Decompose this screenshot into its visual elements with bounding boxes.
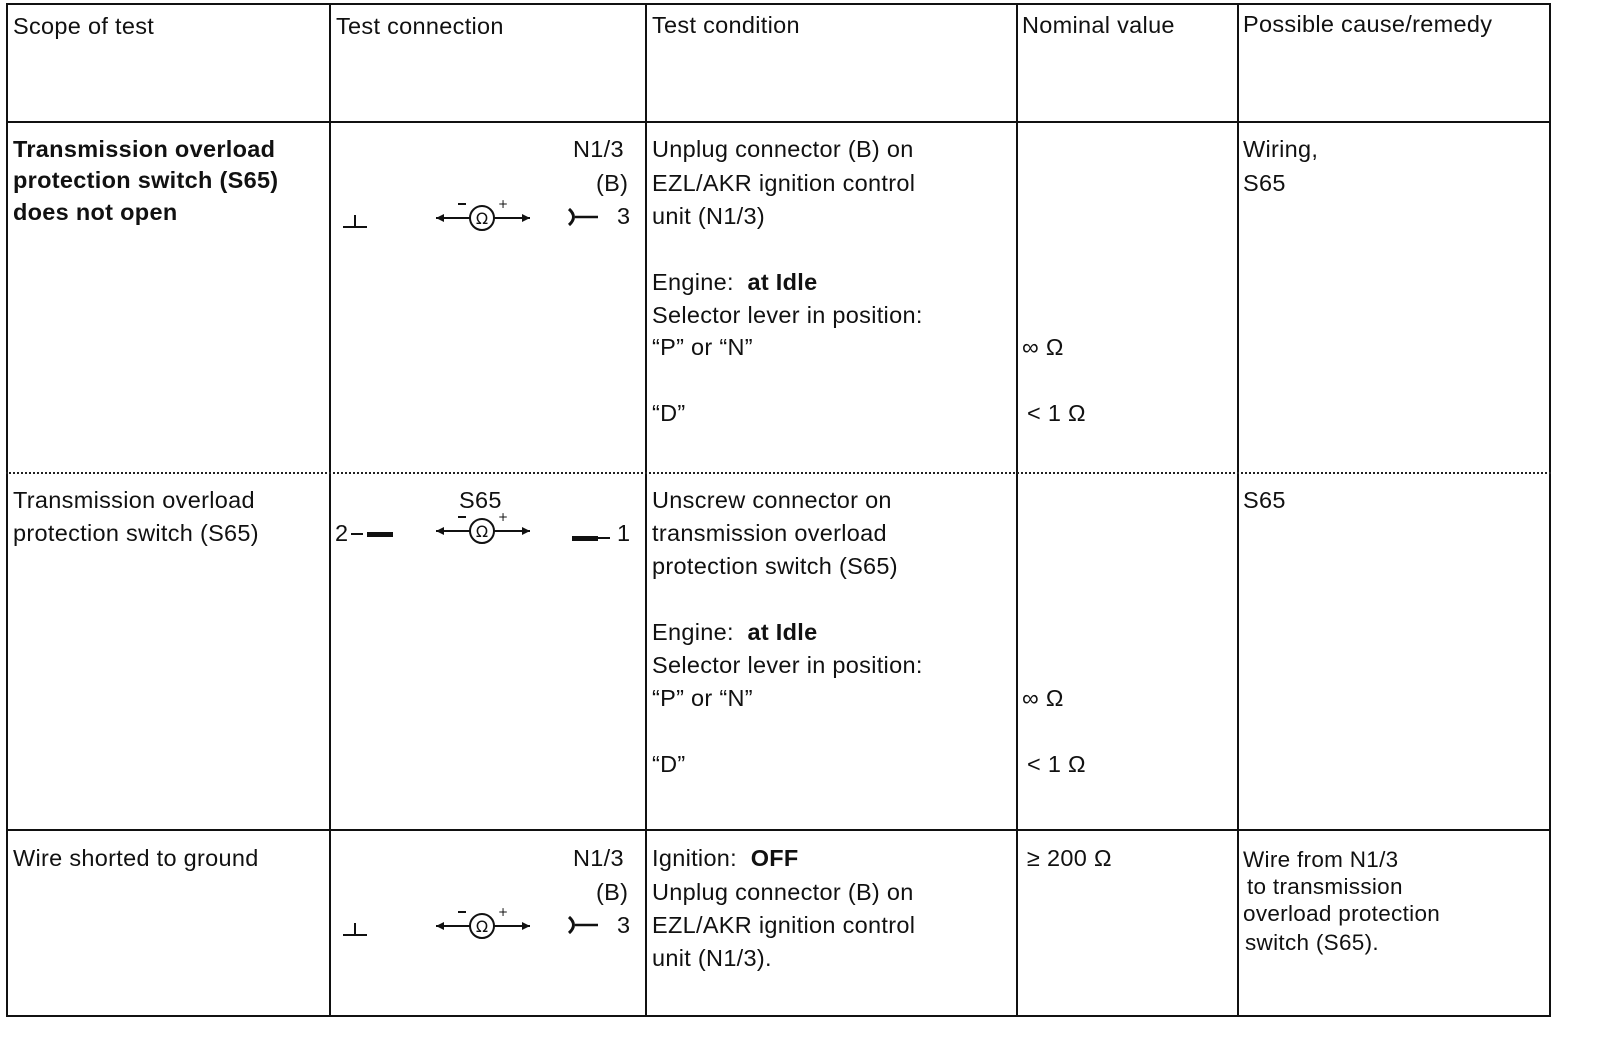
- header-nominal: Nominal value: [1022, 12, 1175, 38]
- selector-line: Selector lever in position:: [652, 302, 923, 328]
- nominal-value: ∞ Ω: [1022, 334, 1064, 360]
- engine-label: Engine:: [652, 619, 734, 645]
- column-divider: [1237, 3, 1239, 1017]
- condition-line: transmission overload: [652, 520, 887, 546]
- engine-line: [652, 616, 818, 649]
- condition-line: Unscrew connector on: [652, 487, 892, 513]
- ignition-line: [652, 842, 799, 875]
- svg-text:Ω: Ω: [475, 209, 489, 228]
- scope-line: Wire shorted to ground: [13, 845, 259, 871]
- cause-line: overload protection: [1243, 901, 1441, 926]
- ohmmeter-icon: [434, 196, 534, 236]
- condition-line: unit (N1/3).: [652, 945, 772, 971]
- engine-value: at Idle: [747, 269, 818, 295]
- cause-line: S65: [1243, 487, 1286, 513]
- pin-number: 1: [617, 520, 631, 546]
- ignition-label: Ignition:: [652, 845, 738, 871]
- column-divider: [645, 3, 647, 1017]
- scope-line: Transmission overload: [13, 487, 255, 513]
- ignition-value: OFF: [750, 845, 799, 871]
- ground-icon: [343, 214, 367, 228]
- nominal-value: < 1 Ω: [1027, 751, 1086, 777]
- connector-socket-icon: [566, 911, 604, 939]
- pin-number: 2: [335, 520, 349, 546]
- condition-line: Unplug connector (B) on: [652, 879, 914, 905]
- pin-icon: [598, 537, 610, 539]
- engine-value: at Idle: [747, 619, 818, 645]
- cause-line: Wire from N1/3: [1243, 847, 1399, 872]
- nominal-value: ≥ 200 Ω: [1027, 845, 1112, 871]
- svg-text:+: +: [498, 197, 509, 211]
- pin-icon: [351, 533, 363, 535]
- position-line: “D”: [652, 400, 686, 426]
- selector-line: Selector lever in position:: [652, 652, 923, 678]
- condition-line: EZL/AKR ignition control: [652, 170, 916, 196]
- condition-line: Unplug connector (B) on: [652, 136, 914, 162]
- pin-icon: [367, 532, 393, 537]
- position-line: “P” or “N”: [652, 334, 753, 360]
- pin-number: 3: [617, 912, 631, 938]
- ohmmeter-icon: [434, 509, 534, 549]
- condition-line: unit (N1/3): [652, 203, 766, 229]
- cause-line: to transmission: [1247, 874, 1403, 899]
- position-line: “P” or “N”: [652, 685, 753, 711]
- connector-label: (B): [596, 170, 629, 196]
- header-connection: Test connection: [336, 13, 504, 39]
- column-divider: [329, 3, 331, 1017]
- connector-label: (B): [596, 879, 629, 905]
- ohmmeter-icon: [434, 904, 534, 944]
- column-divider: [1016, 3, 1018, 1017]
- condition-line: EZL/AKR ignition control: [652, 912, 916, 938]
- svg-text:Ω: Ω: [475, 522, 489, 541]
- component-label: N1/3: [573, 136, 624, 162]
- svg-text:+: +: [498, 510, 509, 524]
- cause-line: Wiring,: [1243, 136, 1319, 162]
- engine-line: [652, 266, 818, 299]
- row-divider-dotted: [6, 472, 1551, 474]
- cause-line: switch (S65).: [1245, 930, 1379, 955]
- row-divider: [6, 829, 1551, 831]
- scope-line: Transmission overload: [13, 136, 276, 162]
- svg-text:+: +: [498, 905, 509, 919]
- header-scope: Scope of test: [13, 13, 155, 39]
- position-line: “D”: [652, 751, 686, 777]
- condition-line: protection switch (S65): [652, 553, 898, 579]
- cause-line: S65: [1243, 170, 1286, 196]
- pin-number: 3: [617, 203, 631, 229]
- ground-icon: [343, 922, 367, 936]
- pin-icon: [572, 536, 598, 541]
- header-cause: Possible cause/remedy: [1243, 11, 1493, 37]
- component-label: S65: [459, 487, 502, 513]
- connector-socket-icon: [566, 203, 604, 231]
- scope-line: does not open: [13, 199, 178, 225]
- scope-line: protection switch (S65): [13, 520, 259, 546]
- nominal-value: ∞ Ω: [1022, 685, 1064, 711]
- header-divider: [6, 121, 1551, 123]
- engine-label: Engine:: [652, 269, 734, 295]
- component-label: N1/3: [573, 845, 624, 871]
- nominal-value: < 1 Ω: [1027, 400, 1086, 426]
- scope-line: protection switch (S65): [13, 167, 279, 193]
- svg-text:Ω: Ω: [475, 917, 489, 936]
- header-condition: Test condition: [652, 12, 800, 38]
